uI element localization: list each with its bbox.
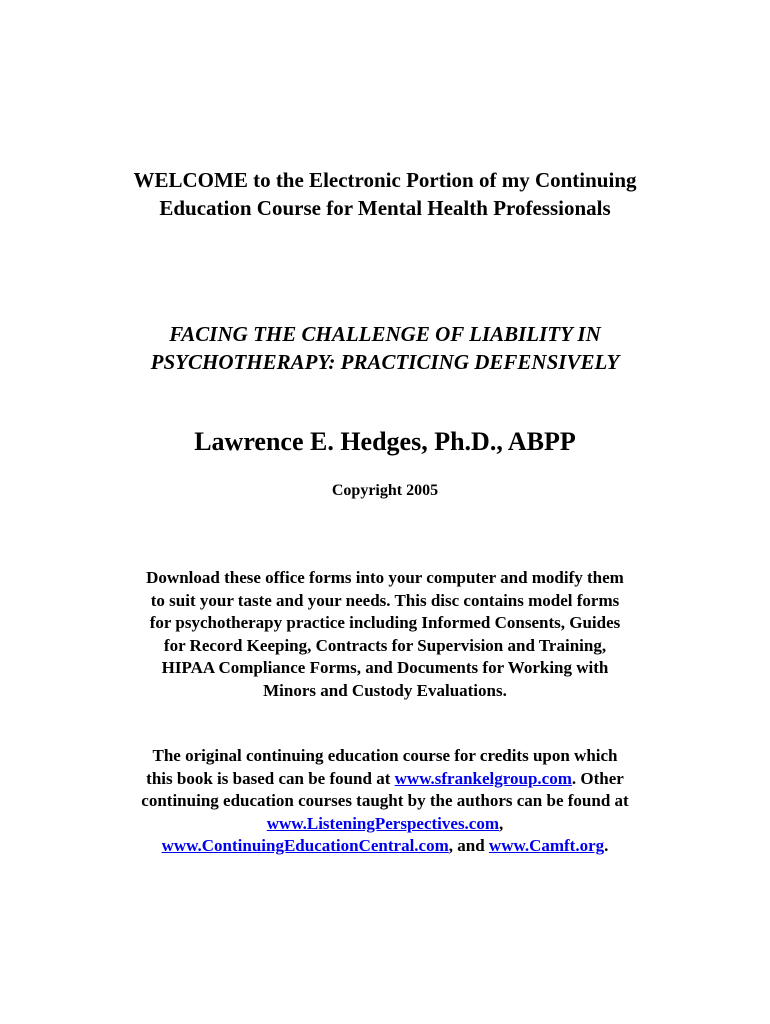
- original-line-5-suffix: .: [604, 836, 609, 855]
- original-line-5: [100, 835, 670, 858]
- description-line: Download these office forms into your computer and modify them: [146, 568, 624, 587]
- description-line: to suit your taste and your needs. This disc contains model forms: [150, 590, 620, 610]
- welcome-line-1: WELCOME to the Electronic Portion of my Continuing: [133, 168, 637, 192]
- original-line-4: [100, 813, 670, 836]
- copyright-notice: Copyright 2005: [331, 482, 439, 499]
- description-line: Minors and Custody Evaluations.: [263, 680, 507, 700]
- course-title-line-2: PSYCHOTHERAPY: PRACTICING DEFENSIVELY: [150, 350, 620, 374]
- description-line: for Record Keeping, Contracts for Supervision and Training,: [163, 635, 607, 655]
- welcome-heading: [0, 166, 770, 222]
- sfrankelgroup-link[interactable]: www.sfrankelgroup.com: [394, 768, 572, 788]
- camft-link[interactable]: www.Camft.org: [488, 836, 605, 855]
- original-line-1: The original continuing education course for credits upon which: [152, 746, 618, 765]
- original-line-2-suffix: . Other: [571, 768, 624, 788]
- listeningperspectives-link[interactable]: www.ListeningPerspectives.com: [266, 813, 500, 833]
- description-line: HIPAA Compliance Forms, and Documents for Working with: [161, 658, 609, 677]
- original-line-2-prefix: this book is based can be found at: [146, 768, 395, 788]
- description-paragraph: [110, 567, 660, 702]
- description-line: for psychotherapy practice including Informed Consents, Guides: [149, 613, 621, 632]
- original-line-5-middle: , and: [448, 836, 489, 855]
- course-title: [0, 320, 770, 376]
- original-line-4-suffix: ,: [499, 813, 504, 833]
- original-line-3: continuing education courses taught by the authors can be found at: [141, 791, 629, 810]
- welcome-line-2: Education Course for Mental Health Professionals: [159, 196, 611, 220]
- course-title-line-1: FACING THE CHALLENGE OF LIABILITY IN: [169, 322, 601, 346]
- original-line-2: [100, 768, 670, 791]
- original-course-paragraph: [100, 745, 670, 858]
- continuingeducationcentral-link[interactable]: www.ContinuingEducationCentral.com: [161, 836, 449, 855]
- author-name: Lawrence E. Hedges, Ph.D., ABPP: [194, 427, 576, 456]
